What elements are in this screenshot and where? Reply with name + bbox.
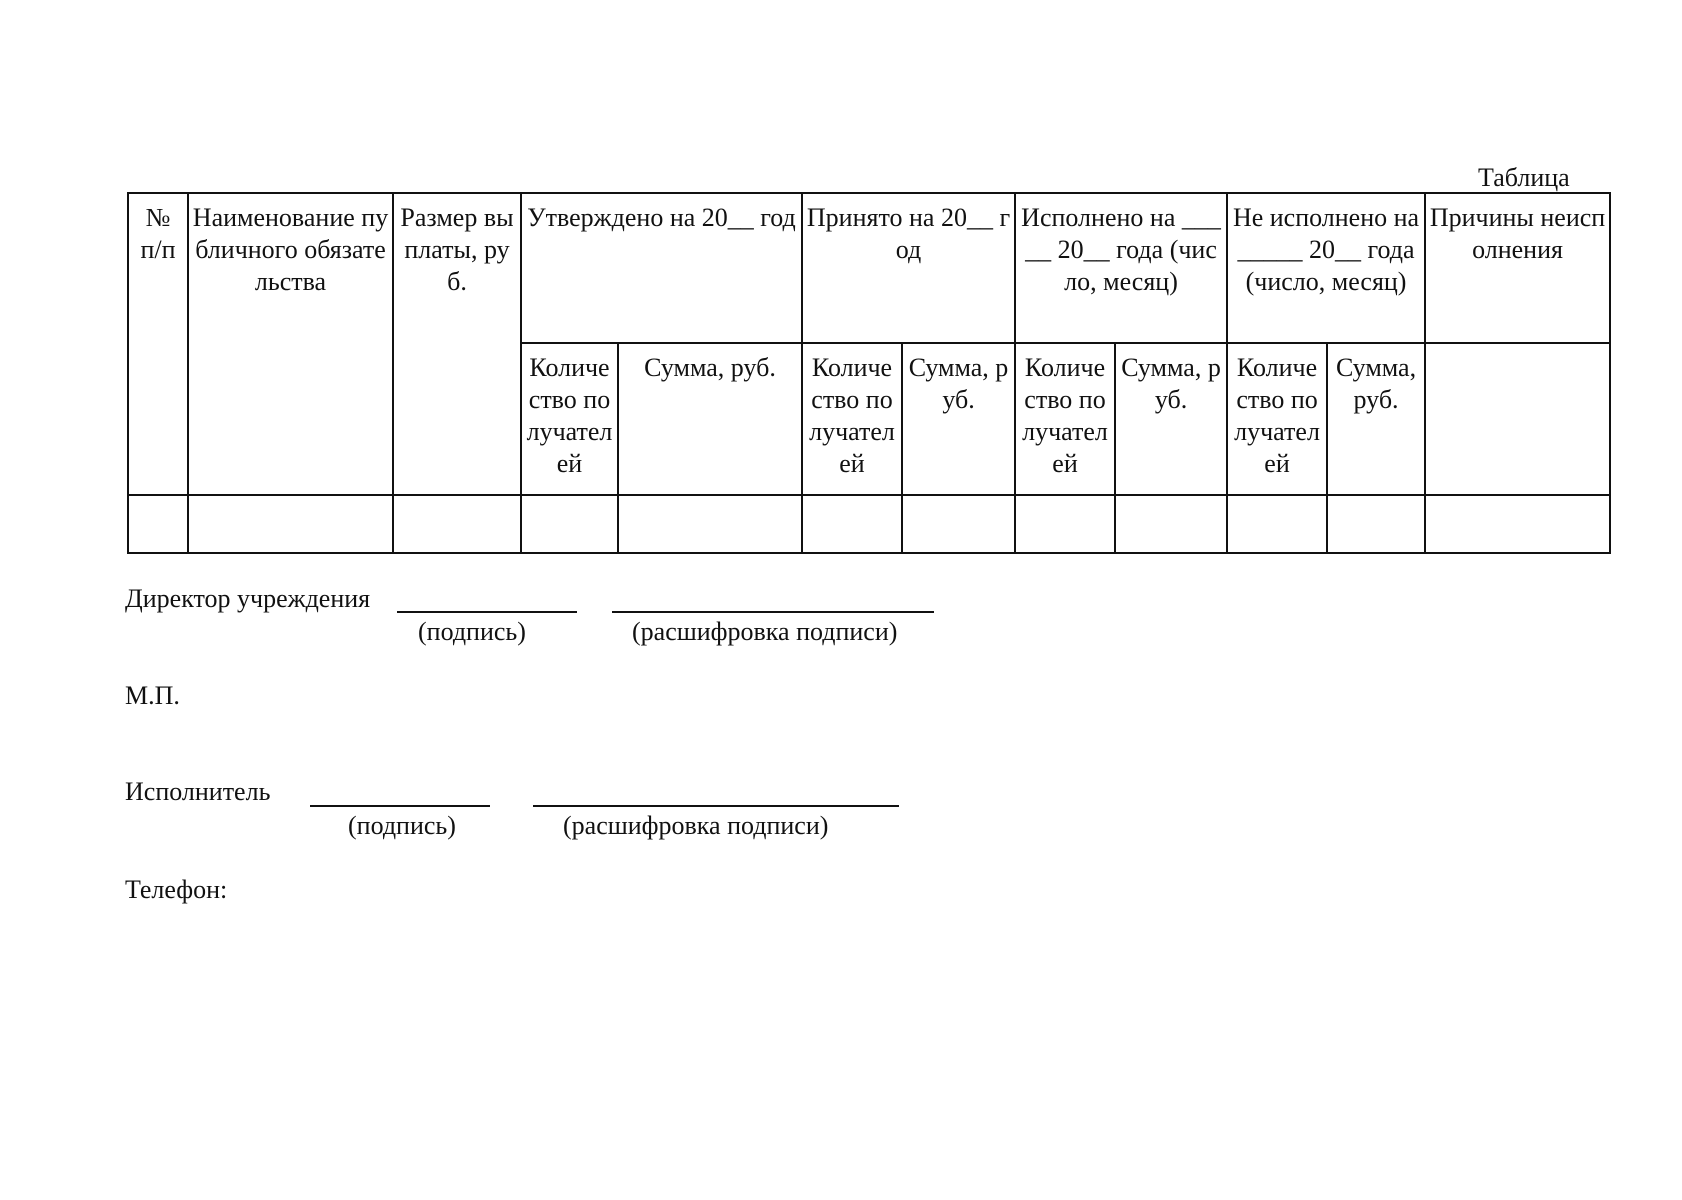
header-executed: Исполнено на _____ 20__ года (число, месяц): [1015, 193, 1227, 343]
executor-decoding-caption: (расшифровка подписи): [563, 811, 829, 840]
subheader-accepted-sum: Сумма, руб.: [902, 343, 1015, 495]
subheader-reasons-empty: [1425, 343, 1610, 495]
table-cell[interactable]: [1227, 495, 1327, 553]
stamp-place-label: М.П.: [125, 681, 180, 710]
table-caption: Таблица: [1478, 163, 1570, 192]
table-cell[interactable]: [1327, 495, 1425, 553]
subheader-executed-sum: Сумма, руб.: [1115, 343, 1227, 495]
director-signature-line[interactable]: [397, 611, 577, 613]
director-label: Директор учреждения: [125, 584, 371, 613]
table-cell[interactable]: [1425, 495, 1610, 553]
table-cell[interactable]: [902, 495, 1015, 553]
subheader-executed-count: Количество получателей: [1015, 343, 1115, 495]
table-cell[interactable]: [802, 495, 902, 553]
table-row: [128, 495, 1610, 553]
table-cell[interactable]: [618, 495, 802, 553]
header-num: № п/п: [128, 193, 188, 495]
header-obligation-name: Наименование публичного обязательства: [188, 193, 393, 495]
executor-signature-line[interactable]: [310, 805, 490, 807]
header-approved: Утверждено на 20__ год: [521, 193, 802, 343]
table-cell[interactable]: [1115, 495, 1227, 553]
header-accepted: Принято на 20__ год: [802, 193, 1015, 343]
header-not-executed: Не исполнено на _____ 20__ года (число, месяц): [1227, 193, 1425, 343]
director-decoding-line[interactable]: [612, 611, 934, 613]
subheader-accepted-count: Количество получателей: [802, 343, 902, 495]
report-table: [127, 192, 1611, 554]
table-cell[interactable]: [188, 495, 393, 553]
subheader-not-executed-sum: Сумма, руб.: [1327, 343, 1425, 495]
header-reasons: Причины неисполнения: [1425, 193, 1610, 343]
director-signature-caption: (подпись): [418, 617, 526, 646]
table-cell[interactable]: [393, 495, 521, 553]
table-cell[interactable]: [128, 495, 188, 553]
subheader-approved-count: Количество получателей: [521, 343, 618, 495]
executor-decoding-line[interactable]: [533, 805, 899, 807]
subheader-not-executed-count: Количество получателей: [1227, 343, 1327, 495]
header-payment-size: Размер выплаты, руб.: [393, 193, 521, 495]
director-decoding-caption: (расшифровка подписи): [632, 617, 898, 646]
table-cell[interactable]: [521, 495, 618, 553]
table-cell[interactable]: [1015, 495, 1115, 553]
executor-label: Исполнитель: [125, 777, 271, 806]
executor-signature-caption: (подпись): [348, 811, 456, 840]
table-header-row: [128, 193, 1610, 343]
phone-label: Телефон:: [125, 875, 228, 904]
subheader-approved-sum: Сумма, руб.: [618, 343, 802, 495]
